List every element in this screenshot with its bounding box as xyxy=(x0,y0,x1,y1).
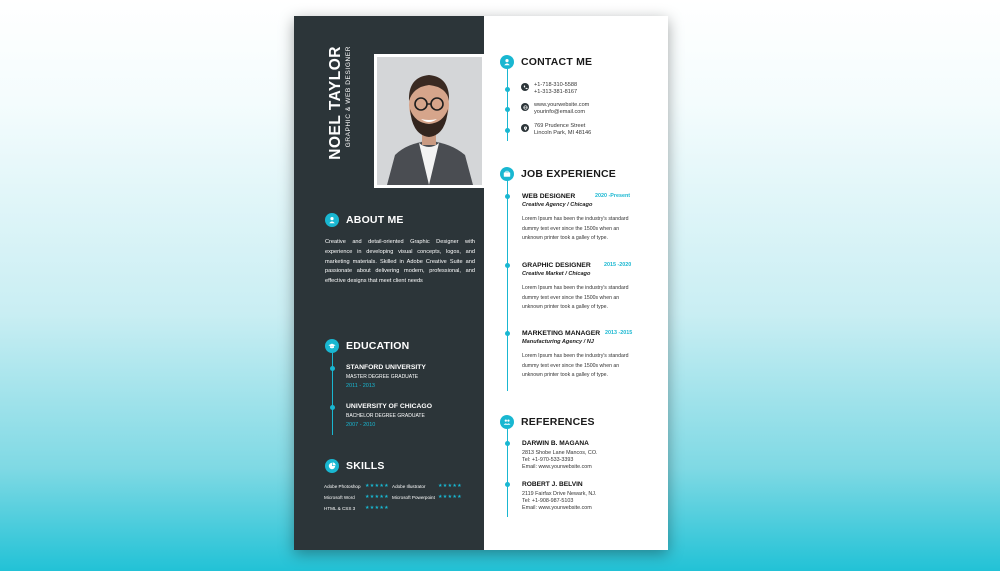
location-pin-icon xyxy=(521,124,529,132)
reference-email: Email: www.yourwebsite.com xyxy=(522,505,592,511)
edu-degree: BACHELOR DEGREE GRADUATE xyxy=(346,413,425,419)
briefcase-icon xyxy=(500,167,514,181)
job-years: 2020 -Present xyxy=(595,193,631,199)
person-title: GRAPHIC & WEB DESIGNER xyxy=(344,46,352,148)
about-heading: ABOUT ME xyxy=(346,214,404,226)
job-dot xyxy=(505,331,510,336)
edu-school: STANFORD UNIVERSITY xyxy=(346,364,426,371)
people-icon xyxy=(500,415,514,429)
globe-icon xyxy=(521,103,529,111)
edu-years: 2011 - 2013 xyxy=(346,383,375,389)
skill-rating: ★★★★★ xyxy=(365,494,389,500)
reference-address: 2813 Shobe Lane Mancos, CO. xyxy=(522,450,598,456)
skills-header xyxy=(325,459,385,473)
job-dot xyxy=(505,263,510,268)
resume-right-column xyxy=(484,16,668,550)
references-heading: REFERENCES xyxy=(521,416,595,428)
skill-rating: ★★★★★ xyxy=(438,483,462,489)
education-item xyxy=(346,363,426,391)
skills-heading: SKILLS xyxy=(346,460,385,472)
education-heading: EDUCATION xyxy=(346,340,410,352)
contact-heading: CONTACT ME xyxy=(521,56,593,68)
skill-rating: ★★★★★ xyxy=(438,494,462,500)
skill-name: Microsoft Word xyxy=(324,495,355,500)
skill-name: Microsoft Powerpoint xyxy=(392,495,435,500)
reference-dot xyxy=(505,482,510,487)
job-dot xyxy=(505,194,510,199)
education-item xyxy=(346,402,432,430)
phone-2: +1-313-381-8167 xyxy=(534,89,578,96)
person-name: NOEL TAYLOR xyxy=(326,46,344,160)
job-title: WEB DESIGNER xyxy=(522,193,576,200)
reference-tel: Tel: +1-908-987-5103 xyxy=(522,498,574,504)
address-line-1: 769 Prudence Street xyxy=(534,123,586,129)
job-heading: JOB EXPERIENCE xyxy=(521,168,616,180)
skill-name: Adobe Photoshop xyxy=(324,484,361,489)
job-header xyxy=(500,167,616,181)
job-company: Creative Market / Chicago xyxy=(522,271,591,277)
education-dot xyxy=(330,366,335,371)
reference-dot xyxy=(505,441,510,446)
pie-chart-icon xyxy=(325,459,339,473)
job-title: GRAPHIC DESIGNER xyxy=(522,262,591,269)
graduation-cap-icon xyxy=(325,339,339,353)
edu-degree: MASTER DEGREE GRADUATE xyxy=(346,374,419,380)
job-company: Manufacturing Agency / NJ xyxy=(522,339,594,345)
contact-phone xyxy=(521,82,577,97)
references-header xyxy=(500,415,595,429)
address-line-2: Lincoln Park, MI 48146 xyxy=(534,130,592,137)
user-icon xyxy=(325,213,339,227)
contact-web xyxy=(521,102,589,117)
contact-dot xyxy=(505,128,510,133)
skill-name: HTML & CSS 3 xyxy=(324,506,356,511)
skill-rating: ★★★★★ xyxy=(365,483,389,489)
reference-name: DARWIN B. MAGANA xyxy=(522,440,589,447)
reference-address: 2119 Fairfax Drive Newark, NJ. xyxy=(522,491,597,497)
edu-school: UNIVERSITY OF CHICAGO xyxy=(346,403,432,410)
reference-tel: Tel: +1-970-533-3393 xyxy=(522,457,574,463)
resume-sheet xyxy=(294,16,668,550)
website: www.yourwebsite.com xyxy=(534,102,590,108)
reference-name: ROBERT J. BELVIN xyxy=(522,481,583,488)
contact-header xyxy=(500,55,592,69)
edu-years: 2007 - 2010 xyxy=(346,422,376,428)
email: yourinfo@email.com xyxy=(534,109,586,116)
skill-name: Adobe Illustrator xyxy=(392,484,426,489)
job-description: Lorem Ipsum has been the industry's standard dummy text ever since the 1500s when an unknown printer took a galley of type. xyxy=(522,353,629,379)
user-icon xyxy=(500,55,514,69)
contact-dot xyxy=(505,87,510,92)
portrait-image xyxy=(377,57,482,185)
job-years: 2013 -2015 xyxy=(605,330,633,336)
job-timeline xyxy=(507,181,509,391)
about-text: Creative and detail-oriented Graphic Designer with experience in developing visual concepts, logos, and marketing materials. Skilled in Adobe Creative Suite and passionate about delivering modern, professional, and effective designs that meet client needs xyxy=(325,239,475,285)
phone-1: +1-718-310-5588 xyxy=(534,82,578,88)
phone-icon xyxy=(521,83,529,91)
job-years: 2015 -2020 xyxy=(604,262,632,268)
reference-email: Email: www.yourwebsite.com xyxy=(522,464,592,470)
resume-left-column xyxy=(294,16,484,550)
contact-address xyxy=(521,123,591,138)
profile-photo xyxy=(374,54,485,188)
about-header xyxy=(325,213,404,227)
job-company: Creative Agency / Chicago xyxy=(522,202,593,208)
name-block xyxy=(325,46,355,196)
contact-dot xyxy=(505,107,510,112)
job-description: Lorem Ipsum has been the industry's standard dummy text ever since the 1500s when an unknown printer took a galley of type. xyxy=(522,285,629,311)
education-header xyxy=(325,339,409,353)
education-dot xyxy=(330,405,335,410)
skill-rating: ★★★★★ xyxy=(365,505,389,511)
job-title: MARKETING MANAGER xyxy=(522,330,601,337)
job-description: Lorem Ipsum has been the industry's standard dummy text ever since the 1500s when an unknown printer took a galley of type. xyxy=(522,216,629,242)
